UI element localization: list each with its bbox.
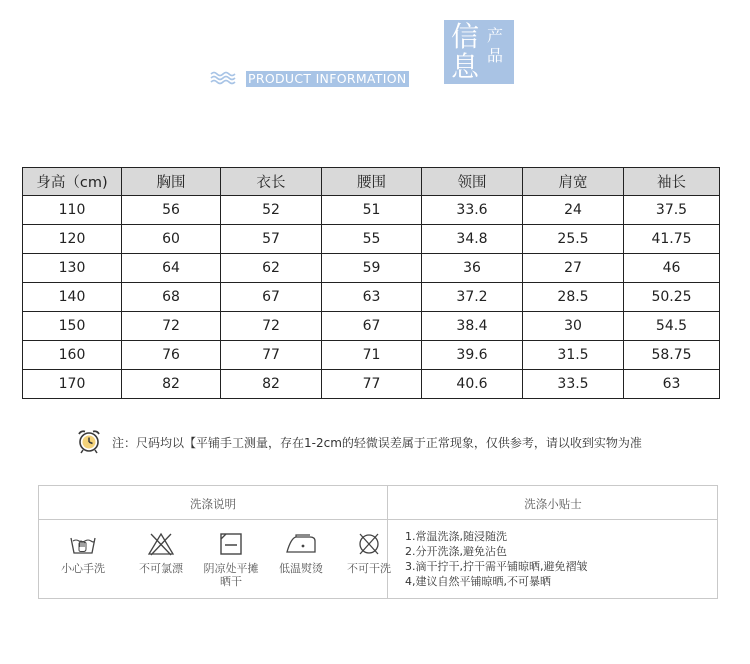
- table-cell: 27: [523, 254, 624, 283]
- table-row: [23, 254, 720, 283]
- care-icon-row: [53, 532, 391, 592]
- care-item-hand-wash: [53, 532, 113, 575]
- header-divider: [39, 519, 717, 520]
- table-cell: 41.75: [624, 225, 720, 254]
- care-instructions-box: [38, 485, 718, 599]
- table-cell: 58.75: [624, 341, 720, 370]
- care-item-no-bleach: [131, 532, 191, 575]
- table-cell: 59: [322, 254, 422, 283]
- table-cell: 67: [322, 312, 422, 341]
- table-cell: 51: [322, 196, 422, 225]
- table-cell: 60: [122, 225, 221, 254]
- table-cell: 160: [23, 341, 122, 370]
- table-cell: 38.4: [422, 312, 523, 341]
- table-cell: 39.6: [422, 341, 523, 370]
- table-cell: 68: [122, 283, 221, 312]
- section-subtitle: PRODUCT INFORMATION: [248, 71, 407, 86]
- table-cell: 63: [624, 370, 720, 399]
- table-cell: 72: [221, 312, 322, 341]
- column-header: 腰围: [322, 168, 422, 196]
- table-cell: 140: [23, 283, 122, 312]
- tip-item: 3.滴干拧干,拧干需平铺晾晒,避免褶皱: [405, 560, 588, 573]
- table-row: [23, 341, 720, 370]
- table-cell: 63: [322, 283, 422, 312]
- table-cell: 110: [23, 196, 122, 225]
- table-cell: 50.25: [624, 283, 720, 312]
- table-cell: 77: [221, 341, 322, 370]
- table-cell: 52: [221, 196, 322, 225]
- tip-item: 1.常温洗涤,随浸随洗: [405, 530, 507, 543]
- table-cell: 34.8: [422, 225, 523, 254]
- badge-big-text: 信息: [451, 20, 480, 83]
- table-cell: 72: [122, 312, 221, 341]
- no-dry-clean-icon: [355, 532, 383, 556]
- care-item-low-iron: [271, 532, 331, 575]
- table-cell: 36: [422, 254, 523, 283]
- table-cell: 54.5: [624, 312, 720, 341]
- table-cell: 71: [322, 341, 422, 370]
- size-table: [22, 167, 720, 399]
- table-cell: 62: [221, 254, 322, 283]
- table-row: [23, 283, 720, 312]
- table-row: [23, 370, 720, 399]
- table-cell: 76: [122, 341, 221, 370]
- table-cell: 25.5: [523, 225, 624, 254]
- alarm-clock-icon: [76, 428, 102, 454]
- table-cell: 28.5: [523, 283, 624, 312]
- care-label: 不可干洗: [347, 562, 391, 575]
- table-cell: 33.6: [422, 196, 523, 225]
- table-cell: 170: [23, 370, 122, 399]
- washing-instructions-title: 洗涤说明: [190, 497, 236, 511]
- washing-tips-title: 洗涤小贴士: [524, 497, 582, 511]
- tip-item: 4,建议自然平铺晾晒,不可暴晒: [405, 575, 551, 588]
- product-info-header: [0, 0, 750, 100]
- wave-icon: [210, 70, 236, 86]
- table-cell: 55: [322, 225, 422, 254]
- table-cell: 40.6: [422, 370, 523, 399]
- table-cell: 24: [523, 196, 624, 225]
- table-cell: 31.5: [523, 341, 624, 370]
- care-label: 不可氯漂: [139, 562, 183, 575]
- table-header-row: [23, 168, 720, 196]
- table-cell: 77: [322, 370, 422, 399]
- table-cell: 33.5: [523, 370, 624, 399]
- table-row: [23, 196, 720, 225]
- table-cell: 130: [23, 254, 122, 283]
- care-item-no-dry-clean: [339, 532, 399, 575]
- table-cell: 67: [221, 283, 322, 312]
- table-cell: 46: [624, 254, 720, 283]
- badge-small-text: 产品: [487, 26, 504, 65]
- care-item-shade-dry: [201, 532, 261, 588]
- table-cell: 30: [523, 312, 624, 341]
- note-text: 注：尺码均以【平铺手工测量，存在1-2cm的轻微误差属于正常现象，仅供参考，请以收到实物为准: [112, 436, 642, 450]
- column-header: 身高（cm): [23, 168, 122, 196]
- care-label: 阴凉处平摊晒干: [203, 562, 259, 588]
- column-header: 袖长: [624, 168, 720, 196]
- no-bleach-icon: [147, 532, 175, 556]
- table-cell: 120: [23, 225, 122, 254]
- table-row: [23, 225, 720, 254]
- section-badge: [444, 20, 514, 84]
- column-header: 胸围: [122, 168, 221, 196]
- column-header: 领围: [422, 168, 523, 196]
- table-cell: 82: [122, 370, 221, 399]
- table-cell: 82: [221, 370, 322, 399]
- care-label: 低温熨烫: [279, 562, 323, 575]
- low-iron-icon: [284, 532, 318, 556]
- column-header: 肩宽: [523, 168, 624, 196]
- tip-item: 2.分开洗涤,避免沾色: [405, 545, 507, 558]
- shade-flat-dry-icon: [217, 532, 245, 556]
- table-cell: 56: [122, 196, 221, 225]
- table-cell: 64: [122, 254, 221, 283]
- washing-tips-list: [405, 529, 705, 589]
- care-label: 小心手洗: [61, 562, 105, 575]
- hand-wash-icon: [69, 532, 97, 556]
- table-cell: 37.2: [422, 283, 523, 312]
- table-cell: 37.5: [624, 196, 720, 225]
- column-header: 衣长: [221, 168, 322, 196]
- table-row: [23, 312, 720, 341]
- table-cell: 57: [221, 225, 322, 254]
- table-cell: 150: [23, 312, 122, 341]
